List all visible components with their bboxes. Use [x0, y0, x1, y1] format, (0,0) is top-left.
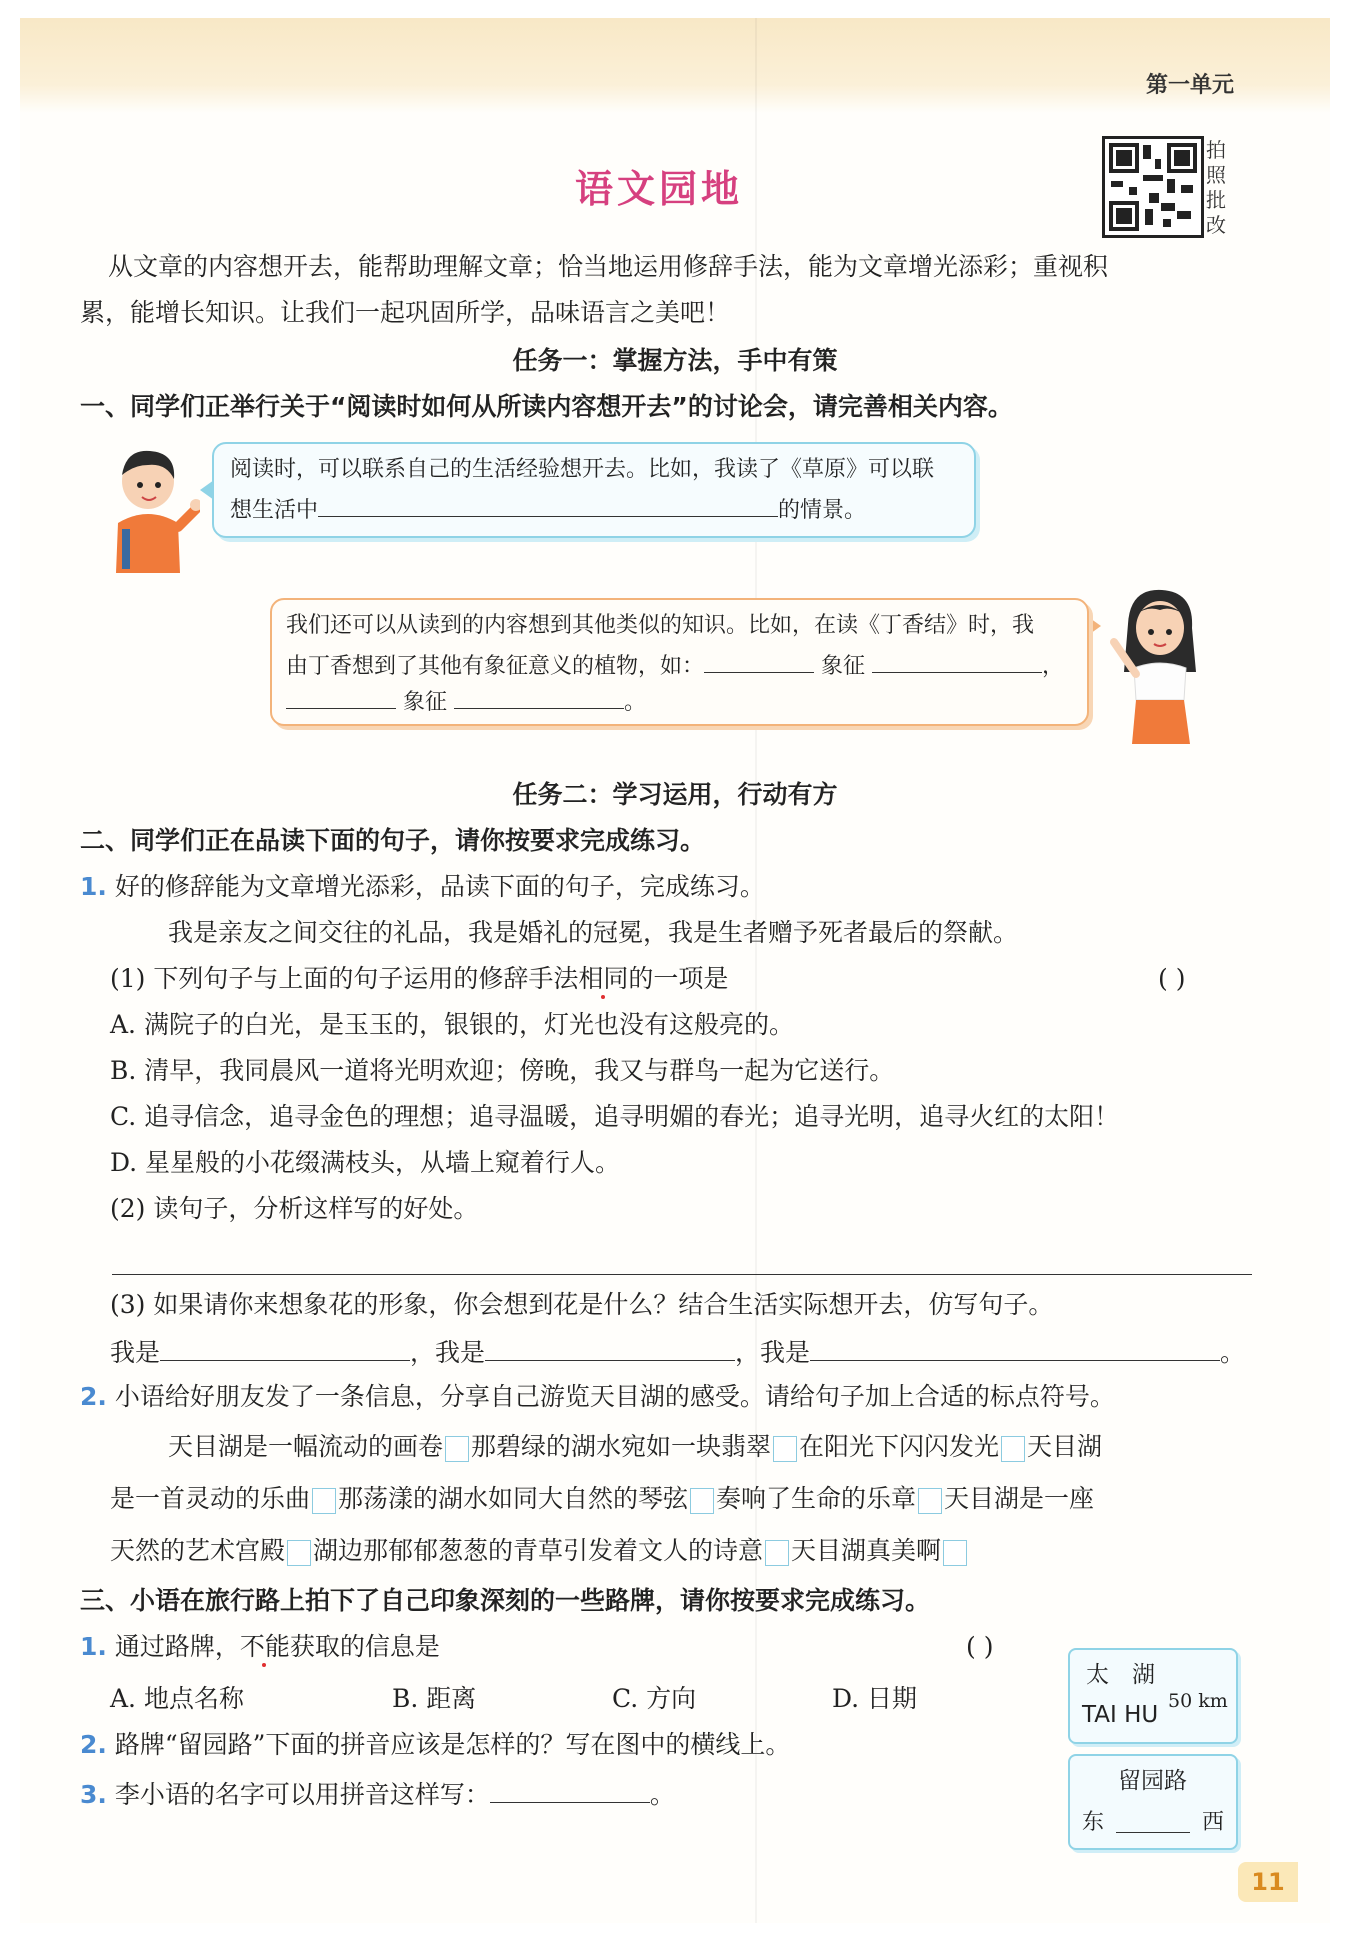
sign-taihu-distance: 50 km: [1168, 1690, 1228, 1712]
answer-blank-flower3[interactable]: [810, 1334, 1220, 1361]
sign-east: 东: [1082, 1810, 1105, 1835]
bubble2-line2: 由丁香想到了其他有象征意义的植物，如： 象征 ，: [286, 646, 1064, 683]
page-number: 11: [1238, 1862, 1298, 1902]
task2-title: 任务二：学习运用，行动有方: [512, 780, 838, 809]
answer-blank-meaning2[interactable]: [454, 682, 624, 709]
t3-option-a: A. 地点名称: [110, 1684, 244, 1713]
punct-box[interactable]: [765, 1540, 789, 1566]
t3-option-d: D. 日期: [832, 1684, 918, 1713]
answer-blank-flower2[interactable]: [485, 1334, 735, 1361]
question-1: 一、同学们正举行关于“阅读时如何从所读内容想开去”的讨论会，请完善相关内容。: [80, 392, 1013, 421]
qr-code-icon[interactable]: [1102, 136, 1204, 238]
item1-sub3: (3) 如果请你来想象花的形象，你会想到花是什么？结合生活实际想开去，仿写句子。: [110, 1290, 1054, 1319]
unit-label: 第一单元: [1145, 73, 1234, 98]
sign-west: 西: [1202, 1810, 1225, 1835]
item1-sub2: (2) 读句子，分析这样写的好处。: [110, 1194, 479, 1223]
punct-box[interactable]: [312, 1488, 336, 1514]
option-b: B. 清早，我同晨风一道将光明欢迎；傍晚，我又与群鸟一起为它送行。: [110, 1056, 895, 1085]
answer-blank-grassland[interactable]: [318, 490, 778, 517]
qr-caption: 拍照批改: [1206, 138, 1226, 237]
boy-illustration: [100, 443, 200, 573]
item1-sentence: 我是亲友之间交往的礼品，我是婚礼的冠冕，我是生者赠予死者最后的祭献。: [168, 918, 1019, 947]
option-d: D. 星星般的小花缀满枝头，从墙上窥着行人。: [110, 1148, 621, 1177]
t3-option-b: B. 距离: [392, 1684, 477, 1713]
sign-taihu-pinyin: TAI HU: [1082, 1702, 1159, 1728]
answer-blank-plant2[interactable]: [286, 682, 396, 709]
page-fold: [755, 18, 757, 1923]
option-c: C. 追寻信念，追寻金色的理想；追寻温暖，追寻明媚的春光；追寻光明，追寻火红的太阳！: [110, 1102, 1120, 1131]
answer-blank-sign-pinyin[interactable]: [1116, 1806, 1190, 1833]
speech-bubble-girl: [270, 598, 1089, 726]
item1-answer-paren[interactable]: ( ): [1158, 964, 1186, 993]
item1-prompt: 1. 好的修辞能为文章增光添彩，品读下面的句子，完成练习。: [80, 872, 765, 901]
answer-blank-pinyin-name[interactable]: [490, 1776, 650, 1803]
item2-prompt: 2. 小语给好朋友发了一条信息，分享自己游览天目湖的感受。请给句子加上合适的标点符号。: [80, 1382, 1115, 1411]
t3-item2: 2. 路牌“留园路”下面的拼音应该是怎样的？写在图中的横线上。: [80, 1730, 791, 1759]
punct-box[interactable]: [287, 1540, 311, 1566]
t3-option-c: C. 方向: [612, 1684, 697, 1713]
punctuation-line3: 天然的艺术宫殿 湖边那郁郁葱葱的青草引发着文人的诗意 天目湖真美啊: [110, 1534, 969, 1568]
road-sign-liuyuan: [1068, 1754, 1238, 1850]
punct-box[interactable]: [1001, 1436, 1025, 1462]
t3-item1-paren[interactable]: ( ): [966, 1632, 994, 1661]
t3-item3: 3. 李小语的名字可以用拼音这样写： 。: [80, 1776, 675, 1812]
punctuation-line1: 天目湖是一幅流动的画卷 那碧绿的湖水宛如一块翡翠 在阳光下闪闪发光 天目湖: [168, 1432, 1103, 1461]
bubble2-line3: 象征 。: [286, 682, 646, 719]
girl-illustration: [1100, 584, 1210, 752]
intro-line1: 从文章的内容想开去，能帮助理解文章；恰当地运用修辞手法，能为文章增光添彩；重视积: [108, 252, 1109, 281]
answer-blank-plant1[interactable]: [704, 646, 814, 673]
answer-line-analysis[interactable]: [112, 1274, 1252, 1275]
question-3: 三、小语在旅行路上拍下了自己印象深刻的一些路牌，请你按要求完成练习。: [80, 1586, 931, 1615]
workbook-page: [20, 18, 1330, 1923]
road-sign-taihu: [1068, 1648, 1238, 1744]
punct-box[interactable]: [918, 1488, 942, 1514]
item1-sub1: (1) 下列句子与上面的句子运用的修辞手法相同的一项是: [110, 964, 729, 993]
bubble2-line1: 我们还可以从读到的内容想到其他类似的知识。比如，在读《丁香结》时，我: [286, 613, 1035, 638]
intro-line2: 累，能增长知识。让我们一起巩固所学，品味语言之美吧！: [80, 298, 731, 327]
imitation-sentence: 我是 ，我是 ，我是 。: [110, 1334, 1245, 1370]
t3-item1: 1. 通过路牌，不能获取的信息是: [80, 1632, 440, 1661]
page-title: 语文园地: [575, 167, 744, 211]
punct-box[interactable]: [943, 1540, 967, 1566]
bubble2-tail: [1087, 616, 1101, 636]
bubble1-line2: 想生活中 的情景。: [230, 490, 866, 527]
question-2: 二、同学们正在品读下面的句子，请你按要求完成练习。: [80, 826, 706, 855]
answer-blank-flower1[interactable]: [160, 1334, 410, 1361]
header-band: [20, 18, 1330, 113]
punct-box[interactable]: [773, 1436, 797, 1462]
bubble1-line1: 阅读时，可以联系自己的生活经验想开去。比如，我读了《草原》可以联: [230, 457, 935, 482]
option-a: A. 满院子的白光，是玉玉的，银银的，灯光也没有这般亮的。: [110, 1010, 794, 1039]
punct-box[interactable]: [445, 1436, 469, 1462]
sign-taihu-name: 太 湖: [1086, 1662, 1155, 1688]
sign-liuyuan-name: 留园路: [1118, 1768, 1187, 1794]
speech-bubble-boy: [212, 442, 976, 538]
task1-title: 任务一：掌握方法，手中有策: [512, 346, 838, 375]
punct-box[interactable]: [690, 1488, 714, 1514]
punctuation-line2: 是一首灵动的乐曲 那荡漾的湖水如同大自然的琴弦 奏响了生命的乐章 天目湖是一座: [110, 1484, 1095, 1513]
answer-blank-meaning1[interactable]: [872, 646, 1042, 673]
